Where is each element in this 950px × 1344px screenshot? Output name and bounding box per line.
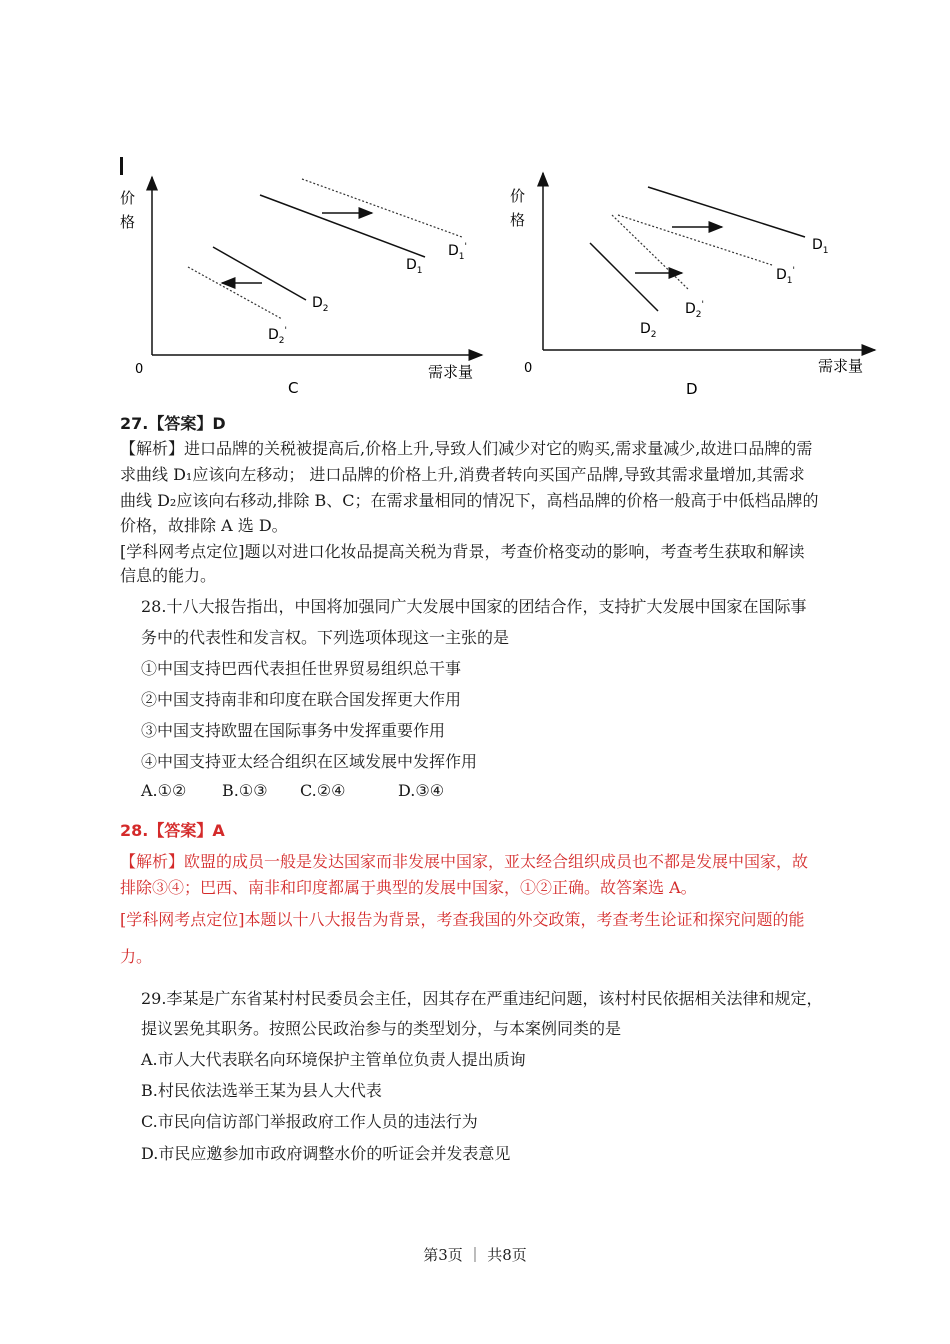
graph-c-d1-label: $D_1$ (406, 257, 423, 276)
q27-point-line-2: 信息的能力。 (120, 566, 217, 585)
graph-d-d1-label: $D_1$ (812, 237, 829, 256)
q29-option-c: C.市民向信访部门举报政府工作人员的违法行为 (141, 1112, 478, 1131)
graph-d-d1-curve (648, 187, 805, 237)
graph-d-d2-prime-curve (612, 215, 688, 289)
graph-d-d2-label: $D_2$ (640, 321, 657, 340)
graph-d-d1-prime-curve (618, 215, 772, 265)
graph-c-ylabel-1: 价 (120, 189, 136, 207)
q28-analysis-line-2: 排除③④；巴西、南非和印度都属于典型的发展中国家，①②正确。故答案选 A。 (120, 878, 697, 897)
q28-point-line-2: 力。 (120, 947, 153, 966)
graph-c-d2-prime-label: $D_2'$ (268, 326, 287, 346)
q28-option-b: B.①③ (222, 781, 268, 800)
q27-answer: 27.【答案】D (120, 414, 226, 433)
q29-stem-line-2: 提议罢免其职务。按照公民政治参与的类型划分，与本案例同类的是 (141, 1019, 622, 1038)
q28-item-2: ②中国支持南非和印度在联合国发挥更大作用 (141, 690, 462, 709)
graph-c-d2-prime-curve (188, 267, 282, 319)
graph-d-xlabel: 需求量 (818, 357, 864, 375)
page-footer: 第3页 ｜ 共8页 (423, 1246, 527, 1264)
graph-d-ylabel-2: 格 (510, 211, 526, 229)
q27-analysis-line-3: 曲线 D₂应该向右移动,排除 B、C；在需求量相同的情况下，高档品牌的价格一般高于中低档品牌的 (120, 491, 819, 510)
graph-d-d2-prime-label: $D_2'$ (685, 300, 704, 320)
q28-item-1: ①中国支持巴西代表担任世界贸易组织总干事 (141, 659, 462, 678)
q28-point-line-1: [学科网考点定位]本题以十八大报告为背景，考查我国的外交政策，考查考生论证和探究问题的能 (120, 910, 805, 929)
q29-option-b: B.村民依法选举王某为县人大代表 (141, 1081, 382, 1100)
q27-analysis-line-2: 求曲线 D₁应该向左移动； 进口品牌的价格上升,消费者转向买国产品牌,导致其需求量增加,其需求 (120, 465, 805, 484)
graph-d-d1-prime-label: $D_1'$ (776, 266, 795, 286)
q29-option-a: A.市人大代表联名向环境保护主管单位负责人提出质询 (141, 1050, 526, 1069)
graph-c-d1-curve (260, 195, 425, 257)
graph-c-d2-curve (213, 247, 306, 300)
q28-item-3: ③中国支持欧盟在国际事务中发挥重要作用 (141, 721, 446, 740)
q28-stem-line-2: 务中的代表性和发言权。下列选项体现这一主张的是 (141, 628, 510, 647)
q27-analysis-line-4: 价格，故排除 A 选 D。 (120, 516, 288, 535)
graph-c-xlabel: 需求量 (428, 363, 474, 381)
q28-answer: 28.【答案】A (120, 821, 225, 840)
q29-stem-line-1: 29.李某是广东省某村村民委员会主任，因其存在严重违纪问题，该村村民依据相关法律和规定， (141, 989, 823, 1008)
graph-c-d1-prime-label: $D_1'$ (448, 242, 467, 262)
q28-analysis-line-1: 【解析】欧盟的成员一般是发达国家而非发展中国家，亚太经合组织成员也不都是发展中国家，故 (120, 852, 809, 871)
q28-option-a: A.①② (141, 781, 187, 800)
graph-c-d2-label: $D_2$ (312, 295, 329, 314)
q29-option-d: D.市民应邀参加市政府调整水价的听证会并发表意见 (141, 1144, 511, 1163)
graph-d-caption: D (686, 380, 698, 398)
graph-c-d1-prime-curve (302, 179, 462, 237)
q28-stem-line-1: 28.十八大报告指出，中国将加强同广大发展中国家的团结合作，支持扩大发展中国家在国际事 (141, 597, 807, 616)
q27-point-line-1: [学科网考点定位]题以对进口化妆品提高关税为背景，考查价格变动的影响，考查考生获取和解读 (120, 542, 805, 561)
q27-analysis-line-1: 【解析】进口品牌的关税被提高后,价格上升,导致人们减少对它的购买,需求量减少,故进口品牌的需 (120, 439, 813, 458)
graph-d-d2-curve (590, 243, 658, 311)
graph-c (110, 165, 510, 405)
q28-option-c: C.②④ (300, 781, 346, 800)
graph-d-ylabel-1: 价 (510, 187, 526, 205)
graph-c-origin: 0 (135, 362, 144, 377)
graph-c-ylabel-2: 格 (120, 213, 136, 231)
q28-item-4: ④中国支持亚太经合组织在区域发展中发挥作用 (141, 752, 478, 771)
graph-d-origin: 0 (524, 361, 533, 376)
graph-d (500, 165, 890, 405)
graph-c-caption: C (288, 379, 299, 397)
q28-option-d: D.③④ (398, 781, 445, 800)
